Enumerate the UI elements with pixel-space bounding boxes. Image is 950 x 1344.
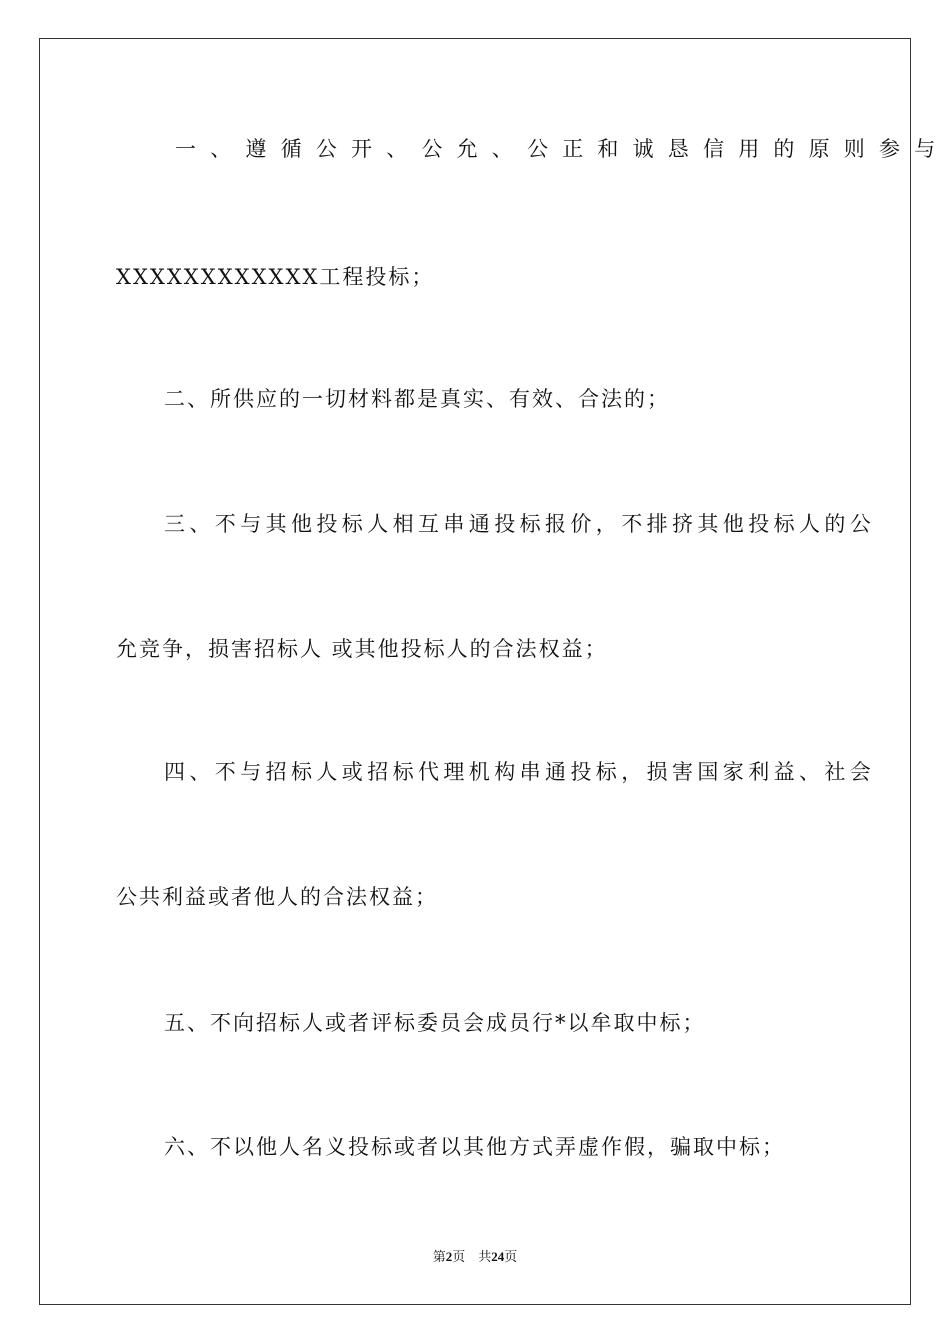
paragraph-line-1: 一、遵循公开、公允、公正和诚恳信用的原则参与 xyxy=(175,137,950,161)
footer-prefix: 第 xyxy=(432,1249,446,1264)
paragraph-line-9: 六、不以他人名义投标或者以其他方式弄虚作假，骗取中标； xyxy=(164,1135,785,1159)
footer-page-suffix: 页 xyxy=(452,1249,466,1264)
paragraph-line-3: 二、所供应的一切材料都是真实、有效、合法的； xyxy=(164,387,670,411)
page-footer xyxy=(0,1248,950,1266)
paragraph-line-8: 五、不向招标人或者评标委员会成员行*以牟取中标； xyxy=(164,1011,706,1035)
footer-total-prefix: 共 xyxy=(478,1249,492,1264)
footer-page-number: 2 xyxy=(445,1249,453,1264)
paragraph-line-5: 允竞争，损害招标人 或其他投标人的合法权益； xyxy=(116,637,608,661)
paragraph-line-6: 四、不与招标人或招标代理机构串通投标，损害国家利益、社会 xyxy=(164,760,876,784)
paragraph-line-4: 三、不与其他投标人相互串通投标报价，不排挤其他投标人的公 xyxy=(164,512,876,536)
page-border xyxy=(39,38,950,1305)
paragraph-line-7: 公共利益或者他人的合法权益； xyxy=(116,885,438,909)
footer-total-pages: 24 xyxy=(491,1249,505,1264)
footer-total-suffix: 页 xyxy=(504,1249,518,1264)
paragraph-line-2: XXXXXXXXXXXX工程投标； xyxy=(116,265,435,289)
